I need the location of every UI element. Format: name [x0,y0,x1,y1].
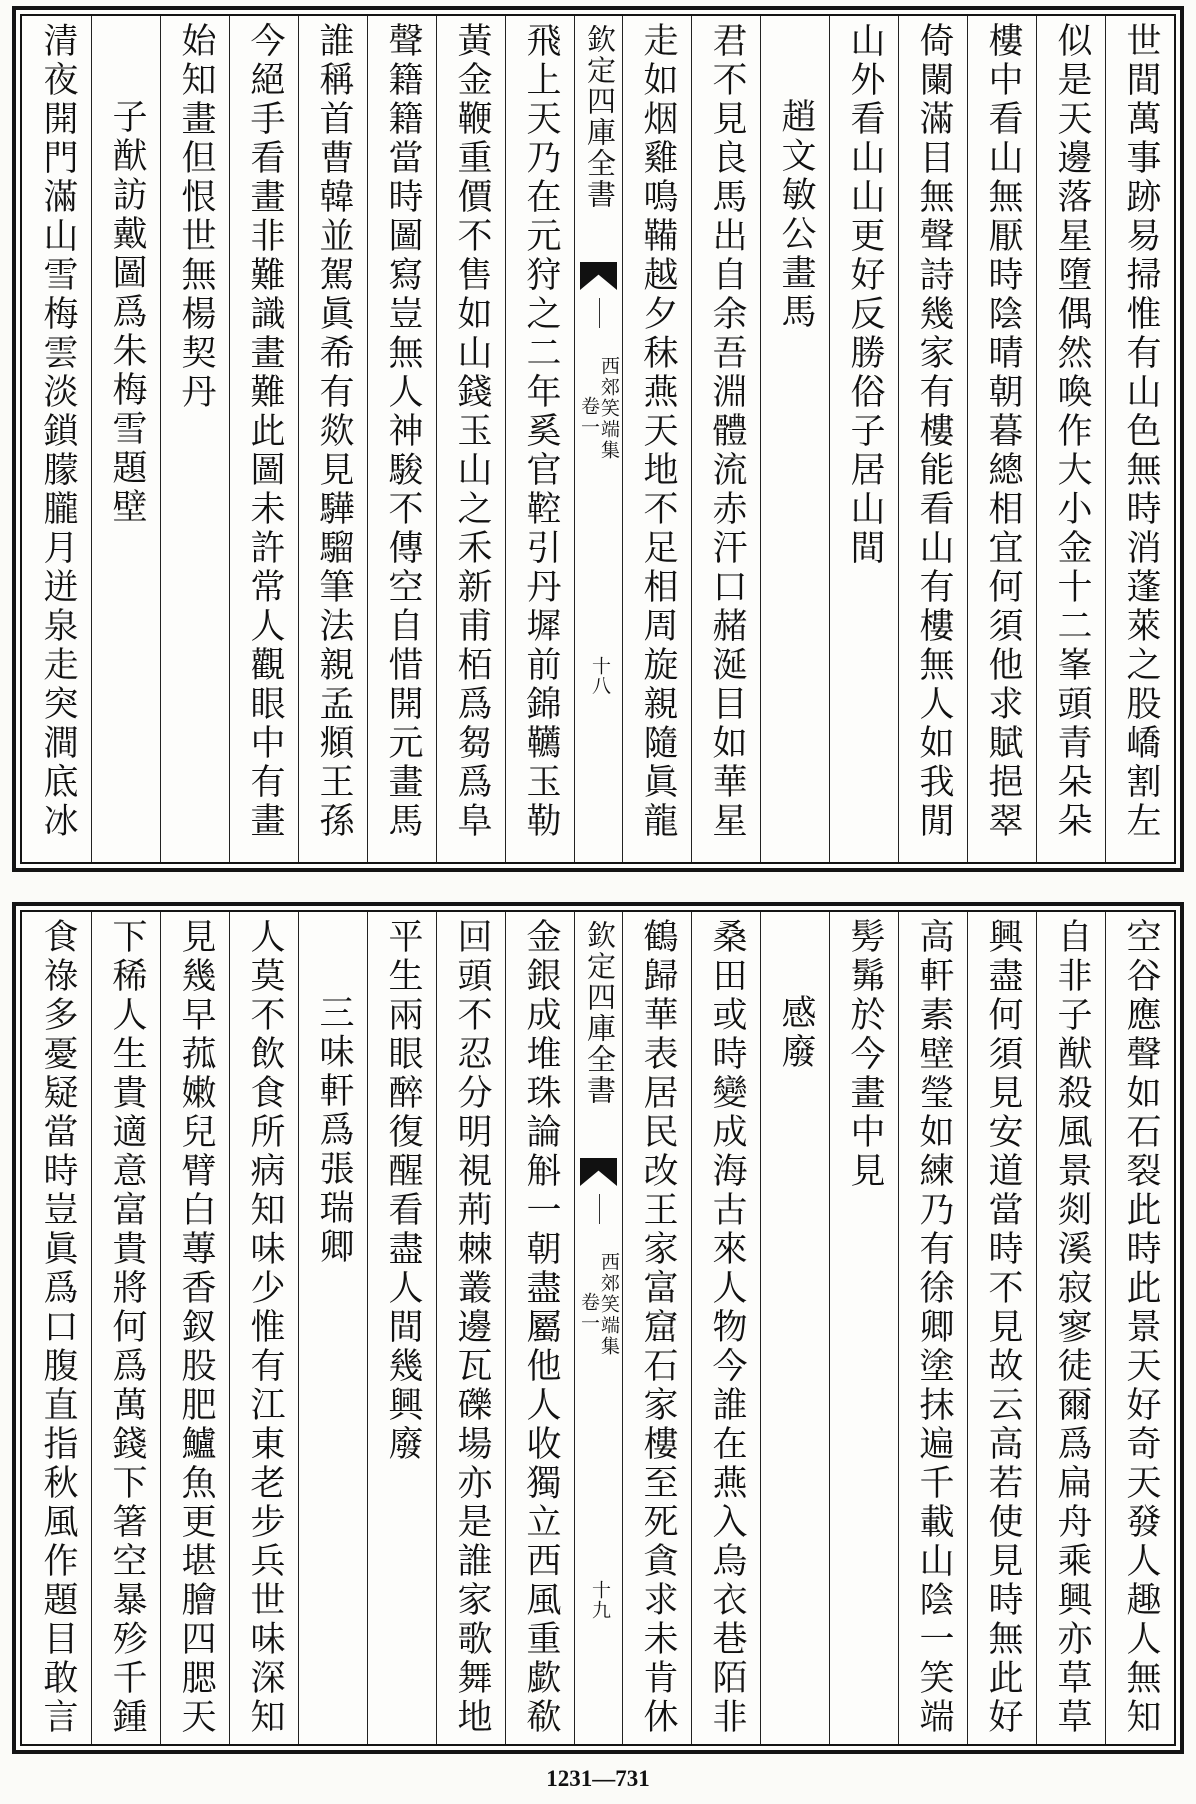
text-column: 高軒素壁瑩如練乃有徐卿塗抹遍千載山陰一笑端 [898,912,967,1744]
poem-title: 三味軒爲張瑞卿 [298,912,367,1744]
book-title: 西郊笑端集 [598,1252,620,1357]
text-column: 飛上天乃在元狩之二年奚官鞚引丹墀前錦韉玉勒 [505,16,574,862]
fishtail-mark [580,262,617,290]
collection-title: 欽定四庫全書 [583,24,617,210]
text-column: 黃金鞭重價不售如山錢玉山之禾新甫栢爲芻爲阜 [436,16,505,862]
text-column: 食祿多憂疑當時豈眞爲口腹直指秋風作題目敢言 [38,918,78,1737]
fishtail-mark [580,1158,617,1186]
text-column: 始知畫但恨世無楊契丹 [160,16,229,862]
text-column: 自非子猷殺風景剡溪寂寥徒爾爲扁舟乘興亦草草 [1036,912,1105,1744]
text-column: 君不見良馬出自余吾淵體流赤汗口赭涎目如華星 [691,16,760,862]
text-column: 山外看山山更好反勝俗子居山間 [829,16,898,862]
text-column: 世間萬事跡易掃惟有山色無時消蓬萊之股嶠割左 [1105,16,1174,862]
poem-title: 趙文敏公畫馬 [760,16,829,862]
center-rule [599,1194,600,1224]
text-column: 金銀成堆珠論斛一朝盡屬他人收獨立西風重歔欷 [505,912,574,1744]
page-bottom [12,902,1184,1754]
page-top [12,6,1184,872]
text-column: 空谷應聲如石裂此時此景天好奇天發人趣人無知 [1105,912,1174,1744]
poem-title: 感廢 [760,912,829,1744]
text-column: 走如烟雞鳴鞴越夕秣燕天地不足相周旋親隨眞龍 [622,16,691,862]
volume-label: 卷一 [578,1292,600,1334]
book-title: 西郊笑端集 [598,356,620,461]
page-frame [20,910,1176,1746]
text-column: 似是天邊落星墮偶然喚作大小金十二峯頭青朵朵 [1036,16,1105,862]
text-column: 髣髴於今畫中見 [829,912,898,1744]
text-column: 平生兩眼醉復醒看盡人間幾興廢 [367,912,436,1744]
text-column: 人莫不飲食所病知味少惟有江東老步兵世味深知 [229,912,298,1744]
page-number: 十九 [589,1580,611,1620]
text-column: 今絕手看畫非難識畫難此圖未許常人觀眼中有畫 [229,16,298,862]
text-column: 下稀人生貴適意富貴將何爲萬錢下箸空暴殄千鍾 [91,912,160,1744]
text-column: 興盡何須見安道當時不見故云高若使見時無此好 [967,912,1036,1744]
poem-title: 子猷訪戴圖爲朱梅雪題壁 [91,16,160,862]
text-column: 清夜開門滿山雪梅雲淡鎖朦朧月迸泉走突澗底冰 [38,22,78,841]
text-column: 倚闌滿目無聲詩幾家有樓能看山有樓無人如我閒 [898,16,967,862]
collection-title: 欽定四庫全書 [583,920,617,1106]
text-column: 回頭不忍分明視荊棘叢邊瓦礫場亦是誰家歌舞地 [436,912,505,1744]
center-rule [599,298,600,328]
text-column: 誰稱首曹韓並駕眞希有欻見驊騮筆法親孟頫王孫 [298,16,367,862]
page-frame [20,14,1176,864]
volume-label: 卷一 [578,396,600,438]
center-gutter [574,16,622,862]
text-column: 聲籍籍當時圖寫豈無人神駿不傳空自惜開元畫馬 [367,16,436,862]
text-column: 樓中看山無厭時陰晴朝暮總相宜何須他求賦挹翠 [967,16,1036,862]
text-column: 鶴歸華表居民改王家富窟石家樓至死貪求未肯休 [622,912,691,1744]
text-column: 見幾早菰嫩兒臂白蓴香釵股肥鱸魚更堪膾四腮天 [160,912,229,1744]
text-column: 桑田或時變成海古來人物今誰在燕入烏衣巷陌非 [691,912,760,1744]
center-gutter [574,912,622,1744]
image-reference-number: 1231—731 [546,1766,650,1791]
page-number: 十八 [589,656,611,696]
